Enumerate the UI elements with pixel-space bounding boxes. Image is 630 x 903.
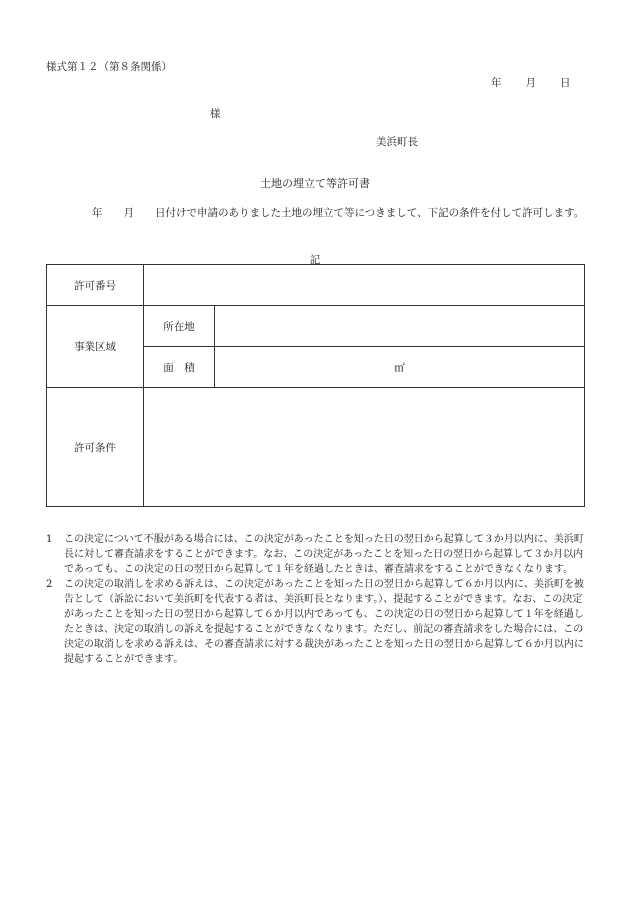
date-month-label: 月	[525, 77, 536, 89]
permit-table	[46, 264, 585, 507]
note-text: この決定の取消しを求める訴えは、この決定があったことを知った日の翌日から起算して６か月以内に、美浜町を被告として（訴訟において美浜町を代表する者は、美浜町長となります。）、提起することができます。なお、この決定があったことを知った日の翌日から起算して６か月以内であっても、この決定の日の翌日から起算して１年を経過したときは、決定の取消しの訴えを提起することができなくなります。ただし、前記の審査請求をした場合には、この決定の取消しを求める訴えは、その審査請求に対する裁決があったことを知った日の翌日から起算して６か月以内に提起することができます。	[64, 579, 584, 665]
location-label: 所在地	[144, 306, 215, 347]
size-value	[215, 347, 585, 388]
permit-number-label: 許可番号	[47, 265, 144, 306]
issuer: 美浜町長	[376, 136, 418, 148]
size-unit: ㎡	[394, 361, 405, 374]
note-text: この決定について不服がある場合には、この決定があったことを知った日の翌日から起算して３か月以内に、美浜町長に対して審査請求をすることができます。なお、この決定があったことを知った日の翌日から起算して３か月以内であっても、この決定の日の翌日から起算して１年を経過したときは、審査請求をすることができなくなります。	[64, 534, 584, 575]
note-number: 2	[46, 579, 53, 590]
note-item	[46, 532, 586, 577]
date-line	[491, 75, 571, 90]
notes	[46, 532, 586, 667]
date-day-label: 日	[560, 77, 571, 89]
form-number: 様式第１２（第８条関係）	[46, 61, 172, 73]
ki-heading: 記	[309, 254, 321, 266]
conditions-value	[144, 388, 585, 507]
intro-text: 年 月 日付けで申請のありました土地の埋立て等につきまして、下記の条件を付して許可します。	[92, 207, 585, 219]
permit-number-value	[144, 265, 585, 306]
conditions-label: 許可条件	[47, 388, 144, 507]
note-item	[46, 577, 586, 667]
location-value	[215, 306, 585, 347]
size-label: 面 積	[144, 347, 215, 388]
document-title: 土地の埋立て等許可書	[260, 177, 370, 190]
addressee-suffix: 様	[210, 108, 221, 120]
area-label: 事業区域	[47, 306, 144, 388]
date-year-label: 年	[491, 77, 502, 89]
note-number: 1	[46, 534, 53, 545]
